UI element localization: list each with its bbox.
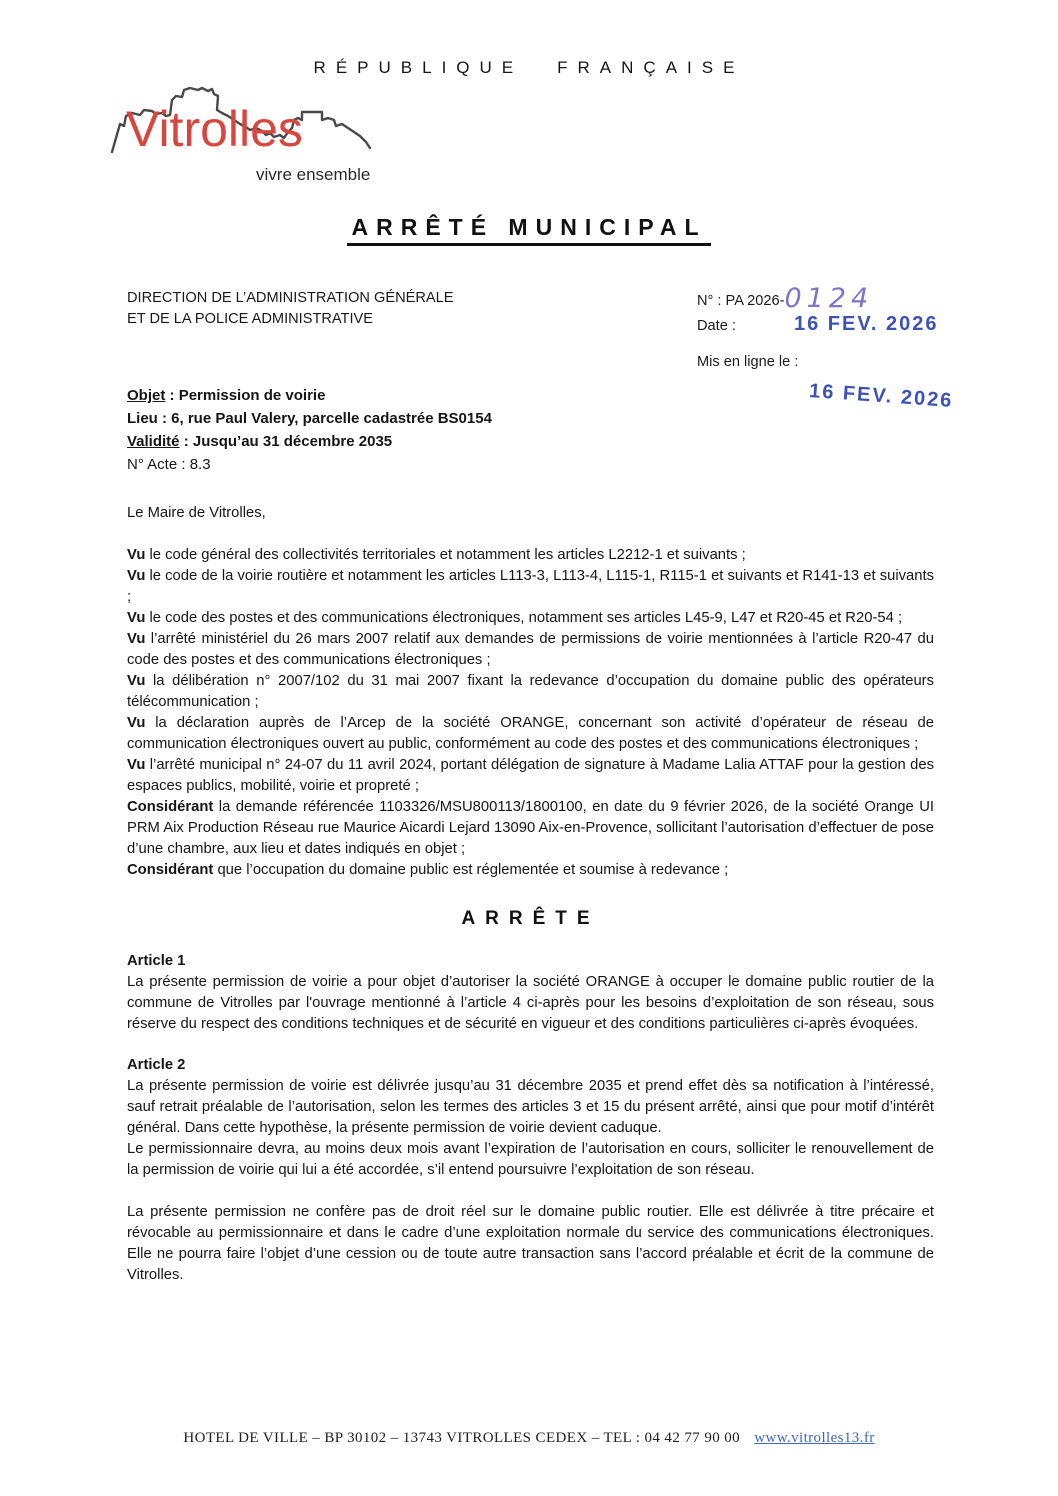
clause-text: l’arrêté municipal n° 24-07 du 11 avril 2024, portant délégation de signature à Madame Lalia ATTAF pour la gestion des espaces publics, mobilité, voirie et propreté ; — [127, 757, 934, 794]
article-1-paragraph: La présente permission de voirie a pour objet d’autoriser la société ORANGE à occuper le domaine public routier de la commune de Vitrolles par l'ouvrage mentionné à l’article 4 ci-après pour les besoins d’exploitation de son réseau, sous réserve du respect des conditions techniques et de sécurité en vigueur et des conditions particulières ci-après évoquées. — [127, 974, 934, 1032]
salutation: Le Maire de Vitrolles, — [127, 505, 266, 521]
numero-handwritten-value: 0124 — [784, 283, 874, 314]
clause-vu-4 — [127, 629, 934, 671]
clause-considerant-1 — [127, 797, 934, 860]
clause-vu-3 — [127, 608, 934, 629]
francaise-word: FRANÇAISE — [557, 58, 745, 77]
date-label: Date : — [697, 318, 736, 334]
clause-text: la déclaration auprès de l’Arcep de la société ORANGE, concernant son activité d’opérateur de réseau de communication électroniques ouvert au public, conformément au code des postes et des communications électroniques ; — [127, 715, 934, 752]
document-title — [0, 214, 1058, 241]
numero-label: N° : PA 2026- — [697, 293, 785, 309]
clause-vu-6 — [127, 713, 934, 755]
clause-vu-1 — [127, 545, 934, 566]
article-1-title: Article 1 — [127, 953, 186, 969]
clause-lead: Considérant — [127, 799, 214, 815]
date-row — [697, 313, 987, 337]
clause-text: le code de la voirie routière et notamment les articles L113-3, L113-4, L115-1, R115-1 et suivants et R141-13 et suivants ; — [127, 568, 934, 605]
document-body — [127, 503, 934, 1286]
clause-vu-5 — [127, 671, 934, 713]
validite-value: Jusqu’au 31 décembre 2035 — [192, 433, 393, 450]
lieu-line — [127, 407, 492, 430]
acte-line: N° Acte : 8.3 — [127, 456, 211, 473]
article-2-title: Article 2 — [127, 1057, 186, 1073]
clause-lead: Vu — [127, 715, 146, 731]
clause-lead: Vu — [127, 673, 146, 689]
footer-website-link[interactable]: www.vitrolles13.fr — [754, 1430, 875, 1446]
mis-en-ligne-label: Mis en ligne le : — [697, 354, 799, 370]
clause-text: le code des postes et des communications électroniques, notamment ses articles L45-9, L47 et R20-45 et R20-54 ; — [145, 610, 903, 626]
clause-text: que l’occupation du domaine public est réglementée et soumise à redevance ; — [213, 862, 729, 878]
direction-line-1: DIRECTION DE L’ADMINISTRATION GÉNÉRALE — [127, 290, 454, 306]
subject-block — [127, 384, 492, 476]
logo-city-name: Vitrolles — [126, 101, 303, 157]
objet-separator: : — [165, 387, 179, 404]
clause-lead: Vu — [127, 757, 146, 773]
objet-value: Permission de voirie — [178, 387, 326, 404]
footer-address: HOTEL DE VILLE – BP 30102 – 13743 VITROLLES CEDEX – TEL : 04 42 77 90 00 — [183, 1430, 741, 1446]
validite-separator: : — [179, 433, 193, 450]
republique-word: RÉPUBLIQUE — [313, 58, 524, 77]
clause-lead: Vu — [127, 631, 146, 647]
validite-label: Validité — [127, 433, 180, 450]
document-title-text: ARRÊTÉ MUNICIPAL — [347, 214, 710, 246]
vitrolles-logo — [110, 80, 430, 205]
direction-line-2: ET DE LA POLICE ADMINISTRATIVE — [127, 311, 373, 327]
clause-text: la délibération n° 2007/102 du 31 mai 2007 fixant la redevance d’occupation du domaine public des opérateurs télécommunication ; — [127, 673, 934, 710]
arrete-heading: ARRÊTE — [461, 908, 600, 929]
lieu-label: Lieu : — [127, 410, 172, 427]
mis-en-ligne-stamp: 16 FEV. 2026 — [808, 379, 955, 413]
clause-lead: Considérant — [127, 862, 214, 878]
objet-label: Objet — [127, 387, 166, 404]
clause-vu-2 — [127, 566, 934, 608]
clause-text: le code général des collectivités territoriales et notamment les articles L2212-1 et suivants ; — [145, 547, 746, 563]
clause-text: l’arrêté ministériel du 26 mars 2007 relatif aux demandes de permissions de voirie mentionnées à l’article R20-47 du code des postes et des communications électroniques ; — [127, 631, 934, 668]
clause-lead: Vu — [127, 568, 146, 584]
clause-lead: Vu — [127, 610, 146, 626]
closing-paragraph: La présente permission ne confère pas de droit réel sur le domaine public routier. Elle est délivrée à titre précaire et révocable au permissionnaire et dans le cadre d’une exploitation normale du service des communications électroniques. Elle ne pourra faire l’objet d’une cession ou de toute autre transaction sans l’accord préalable et écrit de la commune de Vitrolles. — [127, 1204, 934, 1283]
date-stamp: 16 FEV. 2026 — [794, 313, 939, 335]
republique-francaise-header — [0, 58, 1058, 78]
article-2-paragraph-2: Le permissionnaire devra, au moins deux mois avant l’expiration de l’autorisation en cours, solliciter le renouvellement de la permission de voirie qui lui a été accordée, s’il entend poursuivre l’exploitation de son réseau. — [127, 1141, 934, 1178]
logo-tagline: vivre ensemble — [256, 165, 371, 184]
clause-text: la demande référencée 1103326/MSU800113/1800100, en date du 9 février 2026, de la société Orange UI PRM Aix Production Réseau rue Maurice Aicardi Lejard 13090 Aix-en-Provence, sollicitant l’autorisation d’effectuer de pose d’une chambre, aux lieu et dates indiqués en objet ; — [127, 799, 934, 857]
number-date-block — [697, 283, 987, 413]
direction-block — [127, 288, 557, 330]
clause-vu-7 — [127, 755, 934, 797]
article-2-paragraph-1: La présente permission de voirie est délivrée jusqu’au 31 décembre 2035 et prend effet dès sa notification à l’intéressé, sauf retrait préalable de l’autorisation, selon les termes des articles 3 et 15 du présent arrêté, ainsi que pour motif d’intérêt général. Dans cette hypothèse, la présente permission de voirie devient caduque. — [127, 1078, 934, 1136]
page-footer — [0, 1430, 1058, 1447]
validite-line — [127, 430, 492, 453]
clause-lead: Vu — [127, 547, 146, 563]
clause-considerant-2 — [127, 860, 934, 881]
objet-line — [127, 384, 492, 407]
numero-row — [697, 283, 987, 314]
lieu-value: 6, rue Paul Valery, parcelle cadastrée BS0154 — [171, 410, 492, 427]
